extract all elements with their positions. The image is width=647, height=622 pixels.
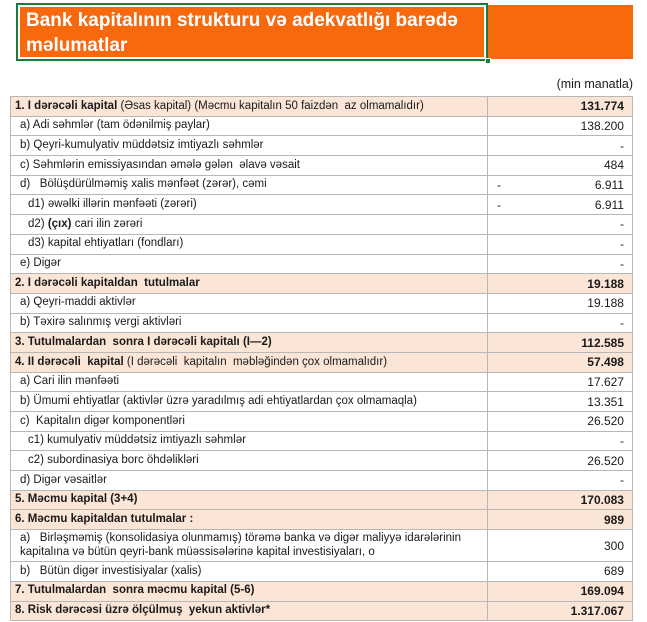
value-text: - xyxy=(620,473,624,488)
value-text: 484 xyxy=(603,158,624,173)
table-row xyxy=(11,451,632,471)
row-value xyxy=(488,562,632,581)
table-row xyxy=(11,333,632,353)
value-text: - xyxy=(620,256,624,271)
row-value xyxy=(488,294,632,313)
label-text: d) Digər vəsaitlər xyxy=(20,473,107,486)
row-label xyxy=(11,491,488,510)
label-text: (I dərəcəli kapitalın məbləğindən çox olmamalıdır) xyxy=(123,355,388,368)
value-text: 17.627 xyxy=(587,374,624,389)
title-banner xyxy=(16,5,633,59)
row-label xyxy=(11,235,488,254)
table-row xyxy=(11,432,632,452)
table-row xyxy=(11,294,632,314)
row-label xyxy=(11,510,488,529)
row-label xyxy=(11,294,488,313)
value-text: 689 xyxy=(603,564,624,579)
label-bold-text: 8. Risk dərəcəsi üzrə ölçülmuş yekun aktivlər* xyxy=(15,604,271,617)
label-text: b) Ümumi ehtiyatlar (aktivlər üzrə yaradılmış adi ehtiyatlardan çox olmamaqla) xyxy=(20,394,417,407)
label-bold-text: (çıx) xyxy=(47,217,72,230)
row-label xyxy=(11,255,488,274)
row-value xyxy=(488,530,632,561)
table-row xyxy=(11,353,632,373)
row-value xyxy=(488,602,632,621)
value-text: 131.774 xyxy=(580,99,624,114)
label-text: a) Birləşməmiş (konsolidasiya olunmamış) törəmə banka və digər maliyyə idarələrinin kapitalına və bütün qeyri-bank müəssisələrinə kapital investisiyaları, o xyxy=(20,532,465,558)
table-row xyxy=(11,136,632,156)
label-bold-text: 2. I dərəcəli kapitaldan tutulmalar xyxy=(15,276,200,289)
table-row xyxy=(11,215,632,235)
table-row xyxy=(11,582,632,602)
row-value xyxy=(488,432,632,451)
table-row xyxy=(11,255,632,275)
label-text: b) Qeyri-kumulyativ müddətsiz imtiyazlı səhmlər xyxy=(20,138,264,151)
row-label xyxy=(11,353,488,372)
label-text: d) Bölüşdürülməmiş xalis mənfəət (zərər), cəmi xyxy=(20,178,267,191)
value-text: 169.094 xyxy=(580,584,624,599)
table-row xyxy=(11,471,632,491)
row-label xyxy=(11,156,488,175)
label-bold-text: 7. Tutulmalardan sonra məcmu kapital (5-6) xyxy=(15,584,255,597)
label-text: a) Cari ilin mənfəəti xyxy=(20,375,120,388)
row-value xyxy=(488,491,632,510)
label-text: d3) kapital ehtiyatları (fondları) xyxy=(28,237,184,250)
row-value xyxy=(488,373,632,392)
table-row xyxy=(11,235,632,255)
value-text: - xyxy=(620,315,624,330)
row-label xyxy=(11,195,488,214)
row-label xyxy=(11,451,488,470)
label-bold-text: 5. Məcmu kapital (3+4) xyxy=(15,493,138,506)
row-value xyxy=(488,215,632,234)
table-row xyxy=(11,314,632,334)
negative-sign: - xyxy=(497,178,501,193)
label-bold-text: 6. Məcmu kapitaldan tutulmalar : xyxy=(15,513,194,526)
table-row xyxy=(11,373,632,393)
label-text: c2) subordinasiya borc öhdəlikləri xyxy=(28,453,199,466)
row-label xyxy=(11,582,488,601)
page-title: Bank kapitalının strukturu və adekvatlığı barədə məlumatlar xyxy=(26,10,464,56)
title-box[interactable] xyxy=(16,3,488,61)
value-text: 19.188 xyxy=(587,296,624,311)
value-text: - xyxy=(620,217,624,232)
selection-handle-icon[interactable] xyxy=(485,58,491,64)
row-value xyxy=(488,582,632,601)
value-text: 26.520 xyxy=(587,414,624,429)
row-label xyxy=(11,602,488,621)
value-text: 138.200 xyxy=(580,119,624,134)
table-row xyxy=(11,392,632,412)
table-row xyxy=(11,530,632,562)
table-row xyxy=(11,562,632,582)
value-text: 26.520 xyxy=(587,453,624,468)
label-text: c1) kumulyativ müddətsiz imtiyazlı səhmlər xyxy=(28,434,246,447)
row-value xyxy=(488,156,632,175)
table-row xyxy=(11,195,632,215)
row-label xyxy=(11,530,488,561)
value-text: - xyxy=(620,237,624,252)
value-text: 57.498 xyxy=(587,355,624,370)
label-text: (Əsas kapital) (Məcmu kapitalın 50 faizdən az olmamalıdır) xyxy=(117,99,424,112)
table-row xyxy=(11,274,632,294)
row-label xyxy=(11,136,488,155)
row-label xyxy=(11,97,488,116)
table-row xyxy=(11,412,632,432)
row-value xyxy=(488,314,632,333)
value-text: - xyxy=(620,434,624,449)
table-row xyxy=(11,491,632,511)
label-text: cari ilin zərəri xyxy=(71,217,143,230)
row-value xyxy=(488,451,632,470)
value-text: 13.351 xyxy=(587,394,624,409)
label-text: b) Təxirə salınmış vergi aktivləri xyxy=(20,316,182,329)
value-text: 6.911 xyxy=(594,197,624,212)
value-text: 112.585 xyxy=(581,335,624,350)
value-text: 170.083 xyxy=(580,493,624,508)
row-label xyxy=(11,373,488,392)
row-label xyxy=(11,176,488,195)
row-value xyxy=(488,392,632,411)
row-value xyxy=(488,274,632,293)
row-label xyxy=(11,333,488,352)
table-row xyxy=(11,602,632,622)
label-bold-text: 3. Tutulmalardan sonra I dərəcəli kapitalı (I—2) xyxy=(15,335,272,348)
unit-label: (min manatla) xyxy=(556,77,633,91)
value-text: 989 xyxy=(603,512,624,527)
row-value xyxy=(488,97,632,116)
label-bold-text: 1. I dərəcəli kapital xyxy=(15,99,118,112)
value-text: 1.317.067 xyxy=(570,603,624,618)
label-text: a) Qeyri-maddi aktivlər xyxy=(20,296,136,309)
value-text: 300 xyxy=(603,538,624,553)
row-value xyxy=(488,510,632,529)
label-text: e) Digər xyxy=(20,257,61,270)
row-value xyxy=(488,136,632,155)
row-label xyxy=(11,432,488,451)
table-row xyxy=(11,156,632,176)
row-value xyxy=(488,412,632,431)
value-text: 6.911 xyxy=(594,178,624,193)
row-value xyxy=(488,117,632,136)
row-value xyxy=(488,471,632,490)
row-label xyxy=(11,471,488,490)
label-text: b) Bütün digər investisiyalar (xalis) xyxy=(20,564,202,577)
row-label xyxy=(11,392,488,411)
row-value xyxy=(488,255,632,274)
row-value xyxy=(488,195,632,214)
row-label xyxy=(11,314,488,333)
row-value xyxy=(488,235,632,254)
table-row xyxy=(11,510,632,530)
row-value xyxy=(488,353,632,372)
table-row xyxy=(11,97,632,117)
label-text: a) Adi səhmlər (tam ödənilmiş paylar) xyxy=(20,119,210,132)
capital-table xyxy=(10,96,633,621)
value-text: - xyxy=(620,138,624,153)
label-text: c) Səhmlərin emissiyasından əmələ gələn əlavə vəsait xyxy=(20,158,300,171)
value-text: 19.188 xyxy=(587,276,624,291)
row-value xyxy=(488,176,632,195)
row-label xyxy=(11,562,488,581)
row-label xyxy=(11,412,488,431)
negative-sign: - xyxy=(497,197,501,212)
label-bold-text: 4. II dərəcəli kapital xyxy=(15,355,124,368)
label-text: d2) xyxy=(28,217,48,230)
label-text: c) Kapitalın digər komponentləri xyxy=(20,414,185,427)
table-row xyxy=(11,176,632,196)
row-label xyxy=(11,117,488,136)
row-label xyxy=(11,215,488,234)
table-row xyxy=(11,117,632,137)
label-text: d1) əwəlki illərin mənfəəti (zərəri) xyxy=(28,198,197,211)
row-value xyxy=(488,333,632,352)
row-label xyxy=(11,274,488,293)
